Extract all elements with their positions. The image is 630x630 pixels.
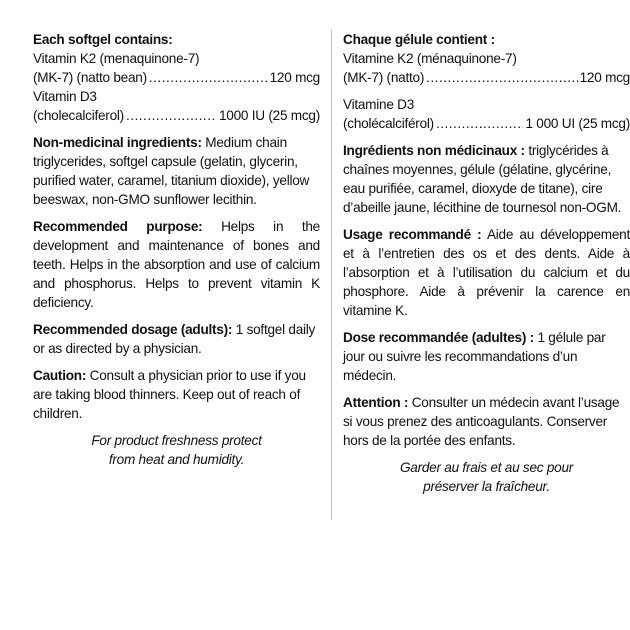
vitamin-d3-amount-fr: 1 000 UI (25 mcg) xyxy=(525,116,630,131)
vitamin-k2-amount: 120 mcg xyxy=(269,70,320,85)
leader-dots xyxy=(436,114,524,133)
vitamin-k2-line2-fr xyxy=(343,68,630,87)
dosage-label: Recommended dosage (adults): xyxy=(33,322,233,337)
non-medicinal-ingredients-fr xyxy=(343,141,630,217)
column-divider xyxy=(331,30,332,520)
vitamin-k2-label-fr: (MK-7) (natto) xyxy=(343,70,425,85)
dosage-text-fr: 1 gélule par jour ou suivre les recommandations d’un médecin. xyxy=(343,330,606,383)
nmi-label: Non-medicinal ingredients: xyxy=(33,135,202,150)
french-column xyxy=(343,30,630,496)
vitamin-d3-line1-fr: Vitamine D3 xyxy=(343,97,415,112)
non-medicinal-ingredients xyxy=(33,133,320,209)
purpose-text: Helps in the development and maintenance of bones and teeth. Helps in the absorption and use of calcium and phosphorus. Helps to prevent vitamin K deficiency. xyxy=(33,219,320,310)
recommended-dosage xyxy=(33,320,320,358)
leader-dots xyxy=(126,106,217,125)
vitamin-k2-label: (MK-7) (natto bean) xyxy=(33,70,147,85)
storage-note xyxy=(33,431,320,469)
vitamin-k2-line1-fr: Vitamine K2 (ménaquinone-7) xyxy=(343,51,517,66)
caution xyxy=(33,366,320,423)
nmi-text: Medium chain triglycerides, softgel capsule (gelatin, glycerin, purified water, caramel, titanium dioxide), yellow beeswax, non-GMO sunflower lecithin. xyxy=(33,135,310,207)
contains-title: Each softgel contains: xyxy=(33,32,173,47)
vitamin-k2-amount-fr: 120 mcg xyxy=(579,70,630,85)
caution-label-fr: Attention : xyxy=(343,395,409,410)
caution-text-fr: Consulter un médecin avant l’usage si vous prenez des anticoagulants. Conserver hors de la portée des enfants. xyxy=(343,395,620,448)
recommended-dosage-fr xyxy=(343,328,630,385)
storage-line2: from heat and humidity. xyxy=(108,452,245,467)
vitamin-k2-line2 xyxy=(33,68,320,87)
purpose-label: Recommended purpose: xyxy=(33,219,203,234)
vitamin-d3-amount: 1000 IU (25 mcg) xyxy=(218,108,320,123)
caution-text: Consult a physician prior to use if you are taking blood thinners. Keep out of reach of children. xyxy=(33,368,306,421)
storage-line2-fr: préserver la fraîcheur. xyxy=(423,479,550,494)
leader-dots xyxy=(426,68,578,87)
vitamin-d3-line2 xyxy=(33,106,320,125)
recommended-purpose-fr xyxy=(343,225,630,320)
vitamin-k2-line1: Vitamin K2 (menaquinone-7) xyxy=(33,51,200,66)
vitamin-d3-line2-fr xyxy=(343,114,630,133)
vitamin-d3-line1: Vitamin D3 xyxy=(33,89,97,104)
purpose-text-fr: Aide au développement et à l’entretien des os et des dents. Aide à l’absorption et à l’utilisation du calcium et du phosphore. Aide à prévenir la carence en vitamine K. xyxy=(343,227,630,318)
nmi-text-fr: triglycérides à chaînes moyennes, gélule (gélatine, glycérine, eau purifiée, caramel, dioxyde de titane), cire d’abeille jaune, lécithine de tournesol non-OGM. xyxy=(343,143,622,215)
vitamin-d3-label: (cholecalciferol) xyxy=(33,108,124,123)
caution-label: Caution: xyxy=(33,368,87,383)
leader-dots xyxy=(149,68,268,87)
english-column xyxy=(33,30,320,469)
storage-line1-fr: Garder au frais et au sec pour xyxy=(399,460,574,475)
nmi-label-fr: Ingrédients non médicinaux : xyxy=(343,143,525,158)
contains-title-fr: Chaque gélule contient : xyxy=(343,32,495,47)
storage-note-fr xyxy=(343,458,630,496)
vitamin-d3-label-fr: (cholécalciférol) xyxy=(343,116,434,131)
storage-line1: For product freshness protect xyxy=(91,433,262,448)
caution-fr xyxy=(343,393,630,450)
dosage-label-fr: Dose recommandée (adultes) : xyxy=(343,330,534,345)
purpose-label-fr: Usage recommandé : xyxy=(343,227,482,242)
recommended-purpose xyxy=(33,217,320,312)
dosage-text: 1 softgel daily or as directed by a physician. xyxy=(33,322,316,356)
